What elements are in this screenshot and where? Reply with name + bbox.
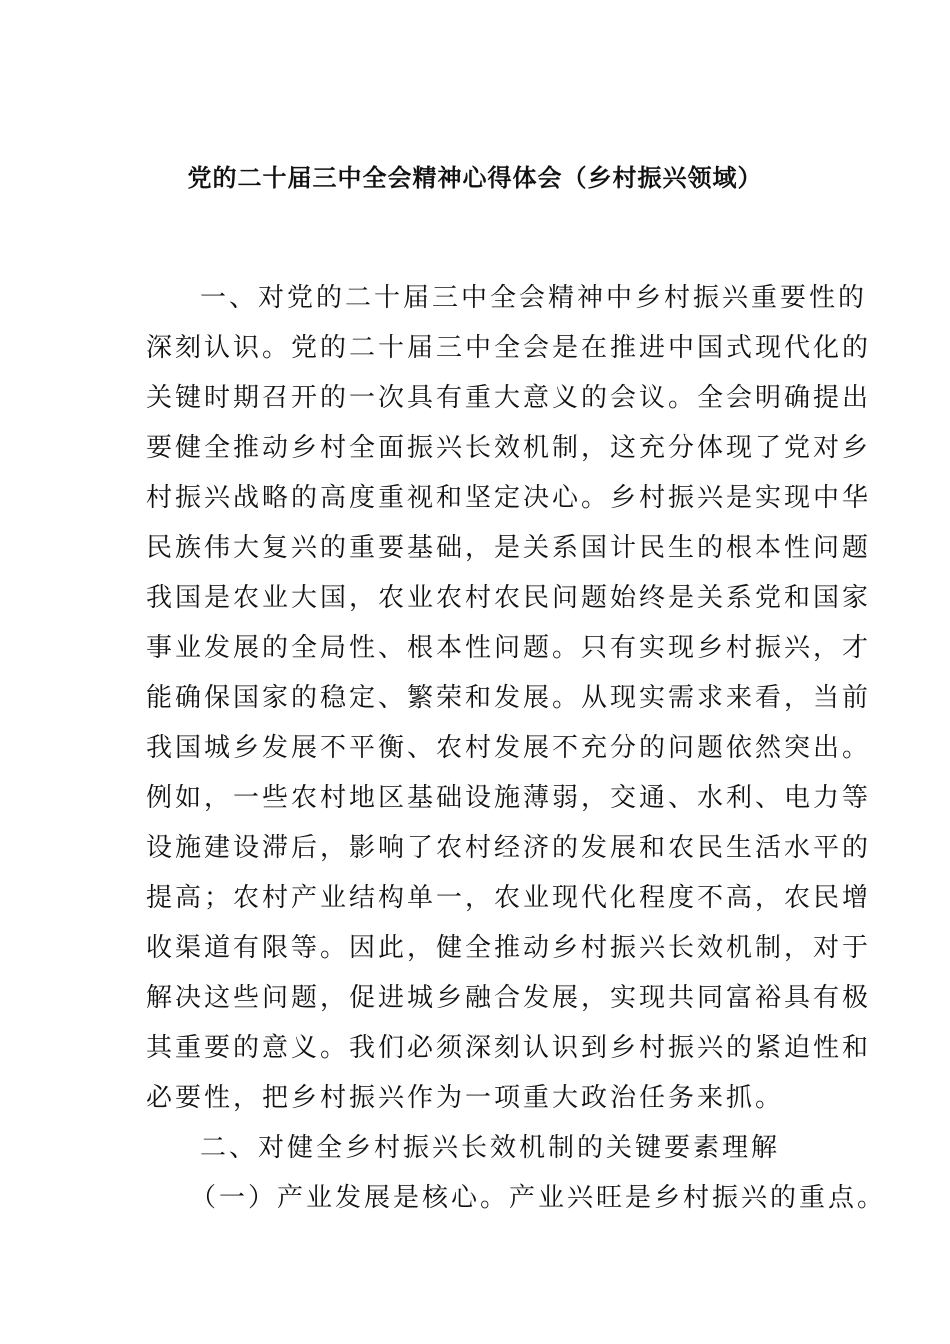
text-line: 村振兴战略的高度重视和坚定决心。乡村振兴是实现中华	[146, 483, 872, 513]
text-line: 必要性，把乡村振兴作为一项重大政治任务来抓。	[146, 1083, 785, 1113]
text-line: 要健全推动乡村全面振兴长效机制，这充分体现了党对乡	[146, 433, 872, 463]
section-heading: 二、对健全乡村振兴长效机制的关键要素理解	[200, 1133, 781, 1163]
text-line: 深刻认识。党的二十届三中全会是在推进中国式现代化的	[146, 333, 872, 363]
text-line: 其重要的意义。我们必须深刻认识到乡村振兴的紧迫性和	[146, 1033, 872, 1063]
text-line: 事业发展的全局性、根本性问题。只有实现乡村振兴，才	[146, 633, 872, 663]
text-line: 关键时期召开的一次具有重大意义的会议。全会明确提出	[146, 383, 872, 413]
text-line: 例如，一些农村地区基础设施薄弱，交通、水利、电力等	[146, 783, 872, 813]
document-title: 党的二十届三中全会精神心得体会（乡村振兴领域）	[187, 164, 763, 192]
text-line: 解决这些问题，促进城乡融合发展，实现共同富裕具有极	[146, 983, 872, 1013]
subsection-heading: （一）产业发展是核心。产业兴旺是乡村振兴的重点。	[190, 1183, 887, 1213]
text-line: 提高；农村产业结构单一，农业现代化程度不高，农民增	[146, 883, 872, 913]
text-line: 能确保国家的稳定、繁荣和发展。从现实需求来看，当前	[146, 683, 872, 713]
text-line: 民族伟大复兴的重要基础，是关系国计民生的根本性问题	[146, 533, 872, 563]
document-body	[146, 273, 887, 1223]
text-line: 设施建设滞后，影响了农村经济的发展和农民生活水平的	[146, 833, 872, 863]
text-line: 我国是农业大国，农业农村农民问题始终是关系党和国家	[146, 583, 872, 613]
text-line: 我国城乡发展不平衡、农村发展不充分的问题依然突出。	[146, 733, 872, 763]
text-line: 一、对党的二十届三中全会精神中乡村振兴重要性的	[200, 283, 868, 313]
text-line: 收渠道有限等。因此，健全推动乡村振兴长效机制，对于	[146, 933, 872, 963]
